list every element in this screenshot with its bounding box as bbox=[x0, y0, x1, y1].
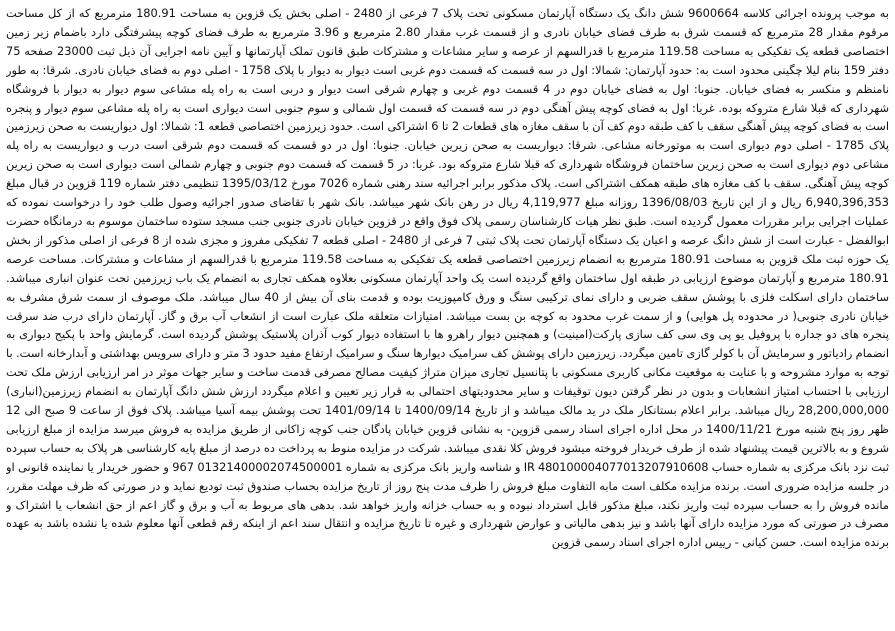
notice-body-text: به موجب پرونده اجرائی کلاسه 9600664 شش دانگ یک دستگاه آپارتمان مسکونی تحت پلاک 7 فرعی از 2480 - اصلی بخش یک قزوین به مساحت 180.91 مترمربع که از کل مساحت مرقوم مقدار 28 مترمربع که قسمت شرق به طرف فضای خیابان نادری و از قسمت غرب مقدار 2.80 مترمربع و 3.96 مترمربع به طرف فضای کوچه پیشرفتگی دارد باضمام زیر زمین اختصاصی قطعه یک تفکیکی به مساحت 119.58 مترمربع با قدرالسهم از عرصه و سایر مشاعات و مشترکات طبق قانون تملک آپارتمانها و آیین نامه اجرایی آن ذیل ثبت 23000 صفحه 75 دفتر 159 بنام لیلا چگینی محدود است به: حدود آپارتمان: شمالا: اول در سه قسمت که قسمت دوم غربی است دیوار به دیوار با پلاک 1758 - اصلی دوم به فضای خیابان نادری. شرقا: به طور نامنظم و منکسر به فضای خیابان. جنوبا: اول به فضای خیابان دوم در 4 قسمت دوم غربی و چهارم شرقی است دیوار و دربی است به راه پله مشاعی سوم دیوار به دیوار با فروشگاه شهرداری که قبلا شارع متروکه بوده. غربا: اول به فضای کوچه پیش آهنگی دوم در سه قسمت که قسمت اول شمالی و سوم جنوبی است دیواری است به راه پله مشاعی سوم دیوار و پنجره است به فضای کوچه پیش آهنگی سقف با کف طبقه دوم کف آن با سقف مغازه های قطعات 2 تا 6 اشتراکی است. حدود زیرزمین اختصاصی قطعه 1: شمالا: اول دیواریست به صحن زیرزمین پلاک 1785 - اصلی دوم دیواری است به موتورخانه مشاعی. شرقا: دیواریست به صحن زیرین خیابان. جنوبا: اول در دو قسمت که قسمت دوم شرقی است درب و دیواریست به راه پله مشاعی دوم دیواری است به صحن زیرین ساختمان فروشگاه شهرداری که قبلا شارع متروکه بود. غربا: در 5 قسمت که قسمت دوم جنوبی و چهارم شمالی است دیواری است به صحن زیرین کوچه پیش آهنگی. سقف با کف مغازه های طبقه همکف اشتراکی است. پلاک مذکور برابر اجرائیه سند رهنی شماره 7026 مورخ 1395/03/12 تنظیمی دفتر شماره 119 قزوین در قبال مبلغ 6,940,396,353 ریال و از این تاریخ 1396/08/03 روزانه مبلغ 4,119,977 ریال در رهن بانک شهر میباشد. بانک شهر با تقاضای صدور اجرائیه وصول طلب خود را درخواست نموده که عملیات اجرایی برابر مقررات معمول گردیده است. طبق نظر هیات کارشناسان رسمی پلاک فوق واقع در قزوین خیابان نادری جنوبی جنب مسجد ستوده ساختمان موسوم به درمانگاه حضرت ابوالفضل - عبارت است از شش دانگ عرصه و اعیان یک دستگاه آپارتمان تحت پلاک ثبتی 7 فرعی از 2480 - اصلی قطعه 7 تفکیکی مفروز و مجزی شده از 8 فرعی از اصلی مذکور از بخش یک حوزه ثبت ملک قزوین به مساحت 180.91 مترمربع به انضمام زیرزمین اختصاصی قطعه یک تفکیکی به مساحت 119.58 مترمربع با قدرالسهم از مشاعات و مشترکات. مساحت عرصه 180.91 مترمربع و آپارتمان موضوع ارزیابی در طبقه اول ساختمان واقع گردیده است یک واحد آپارتمان مسکونی بعلاوه همکف تجاری به انضمام یک باب زیرزمین تحت عنوان انباری میباشد. ساختمان دارای اسکلت فلزی با پوشش سقف ضربی و دارای نمای ترکیبی سنگ و ورق کامپوزیت بوده و قدمت بنای آن بیش از 40 سال میباشد. ملک موصوف از سمت شرق مشرف به خیابان نادری جنوبی( در محدوده پل هوایی) و از سمت غرب محدود به کوچه بن بست میباشد. امتیازات متعلقه ملک عبارت است از انشعاب آب برق و گاز. آپارتمان دارای درب ضد سرقت پنجره های دو جداره با پروفیل یو پی وی سی کف سازی پارکت(امینیت) و همچنین دیوار راهرو ها با استفاده دیوار کوب آذران پلاستیک پوشش گردیده است. گرمایش واحد با پکیج دیواری به انضمام رادیاتور و سرمایش آن با کولر گازی تامین میگردد. زیرزمین دارای پوشش کف سرامیک دیوارها سنگ و سرامیک ارتفاع مفید حدود 3 متر و دارای سرویس بهداشتی و آبدارخانه است. با توجه به موارد مشروحه و با عنایت به موقعیت مکانی کاربری مسکونی با پتانسیل تجاری میزان متراژ کیفیت مصالح مصرفی قدمت ساخت و سایر جهات موثر در امر ارزیابی ارزش ملک تحت ارزیابی با احتساب امتیاز انشعابات و بدون در نظر گرفتن دیون توقیفات و سایر محدودیتهای احتمالی به قرار زیر تعیین و اعلام میگردد ارزش شش دانگ آپارتمان به انضمام زیرزمین(انباری) 28,200,000,000 ریال میباشد. برابر اعلام بستانکار ملک در ید مالک میباشد و از تاریخ 1400/09/14 تا 1401/09/14 تحت پوشش بیمه آسیا میباشد. پلاک فوق از ساعت 9 صبح الی 12 ظهر روز پنج شنبه مورخ 1400/11/21 در محل اداره اجرای اسناد رسمی قزوین- به نشانی قزوین خیابان پادگان جنب کوچه زاکانی از طریق مزایده به فروش میرسد مزایده از مبلغ ارزیابی شروع و به بالاترین قیمت پیشنهاد شده از طرف خریدار فروخته میشود فروش کلا نقدی میباشد. شرکت در مزایده منوط به پرداخت ده درصد از مبلغ پایه کارشناسی هر پلاک به حساب سپرده ثبت نزد بانک مرکزی به شماره حساب IR 480100004077013207910608 و شناسه واریز بانک مرکزی به شماره 01321400002074500001 967 و حضور خریدار یا نماینده قانونی او در جلسه مزایده ضروری است. برنده مزایده مکلف است مابه التفاوت مبلغ فروش را ظرف مدت پنج روز از تاریخ مزایده بحساب صندوق ثبت تودیع نماید و در صورتی که ظرف مهلت مقرر، مانده فروش را به حساب سپرده ثبت واریز نکند، مبلغ مذکور قابل استرداد نبوده و به حساب خزانه واریز خواهد شد. بدهی های مربوط به آب و برق و گاز اعم از حق انشعاب یا اشتراک و مصرف در صورتی که مورد مزایده دارای آنها باشد و نیز بدهی مالیاتی و عوارض شهرداری و غیره تا تاریخ مزایده و انتقال سند اعم از اینکه رقم قطعی آنها معلوم شده یا نشده باشد به عهده برنده مزایده است. حسن کیانی - رییس اداره اجرای اسناد رسمی قزوین bbox=[6, 6, 889, 550]
auction-notice-document bbox=[6, 4, 889, 627]
